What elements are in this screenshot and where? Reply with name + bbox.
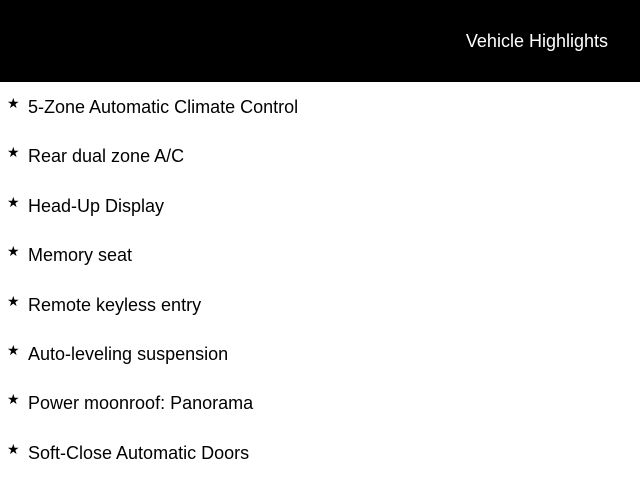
list-item <box>0 440 640 489</box>
highlight-label: Auto-leveling suspension <box>28 343 229 364</box>
page-title: Vehicle Highlights <box>465 31 608 51</box>
highlight-label: Power moonroof: Panorama <box>28 393 254 414</box>
list-item <box>0 292 640 341</box>
list-item <box>0 94 640 143</box>
list-item <box>0 242 640 291</box>
star-icon: ★ <box>7 440 20 457</box>
star-icon: ★ <box>7 243 20 260</box>
list-item <box>0 193 640 242</box>
list-item <box>0 341 640 390</box>
highlight-label: Soft-Close Automatic Doors <box>28 442 250 463</box>
highlights-list <box>0 94 640 489</box>
star-icon: ★ <box>7 391 20 408</box>
list-item <box>0 390 640 439</box>
star-icon: ★ <box>7 292 20 309</box>
highlight-label: Rear dual zone A/C <box>28 146 185 167</box>
highlight-label: Memory seat <box>28 245 133 266</box>
star-icon: ★ <box>7 95 20 111</box>
star-icon: ★ <box>7 144 20 161</box>
highlight-label: 5-Zone Automatic Climate Control <box>28 97 299 117</box>
highlight-label: Head-Up Display <box>28 195 165 216</box>
list-item <box>0 143 640 192</box>
page-header <box>0 0 640 82</box>
star-icon: ★ <box>7 341 20 358</box>
star-icon: ★ <box>7 193 20 210</box>
highlight-label: Remote keyless entry <box>28 294 202 315</box>
